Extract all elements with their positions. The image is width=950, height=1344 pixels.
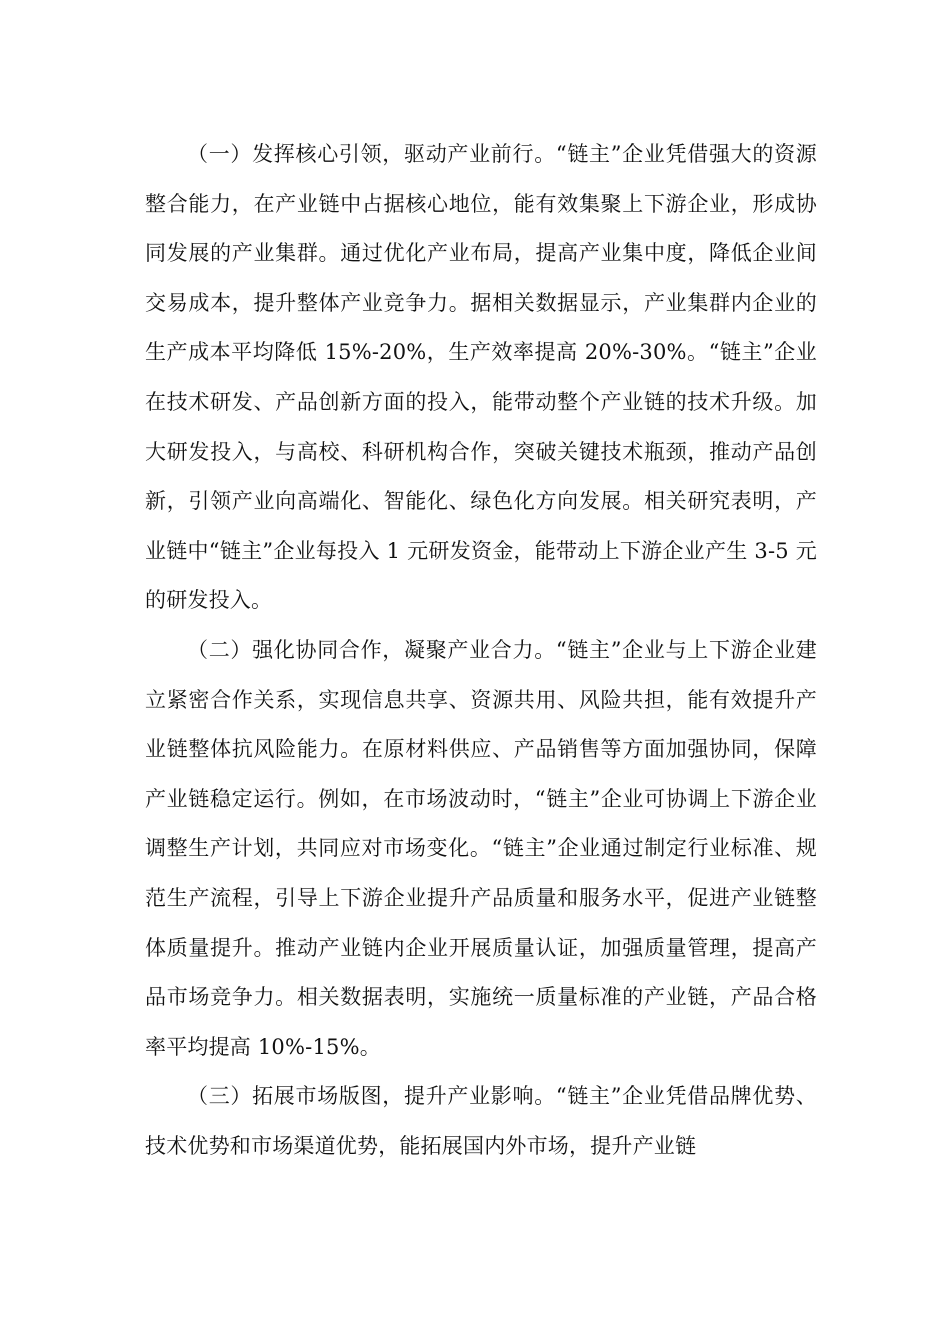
body-text: [145, 130, 817, 1171]
paragraph-section-one: （一）发挥核心引领，驱动产业前行。“链主”企业凭借强大的资源整合能力，在产业链中占据核心地位，能有效集聚上下游企业，形成协同发展的产业集群。通过优化产业布局，提高产业集中度，降低企业间交易成本，提升整体产业竞争力。据相关数据显示，产业集群内企业的生产成本平均降低 15%-20%，生产效率提高 20%-30%。“链主”企业在技术研发、产品创新方面的投入，能带动整个产业链的技术升级。加大研发投入，与高校、科研机构合作，突破关键技术瓶颈，推动产品创新，引领产业向高端化、智能化、绿色化方向发展。相关研究表明，产业链中“链主”企业每投入 1 元研发资金，能带动上下游企业产生 3-5 元的研发投入。: [145, 142, 817, 613]
paragraph-section-three: （三）拓展市场版图，提升产业影响。“链主”企业凭借品牌优势、技术优势和市场渠道优势，能拓展国内外市场，提升产业链: [145, 1084, 817, 1158]
paragraph-section-two: （二）强化协同合作，凝聚产业合力。“链主”企业与上下游企业建立紧密合作关系，实现信息共享、资源共用、风险共担，能有效提升产业链整体抗风险能力。在原材料供应、产品销售等方面加强协同，保障产业链稳定运行。例如，在市场波动时，“链主”企业可协调上下游企业调整生产计划，共同应对市场变化。“链主”企业通过制定行业标准、规范生产流程，引导上下游企业提升产品质量和服务水平，促进产业链整体质量提升。推动产业链内企业开展质量认证，加强质量管理，提高产品市场竞争力。相关数据表明，实施统一质量标准的产业链，产品合格率平均提高 10%-15%。: [145, 637, 817, 1059]
